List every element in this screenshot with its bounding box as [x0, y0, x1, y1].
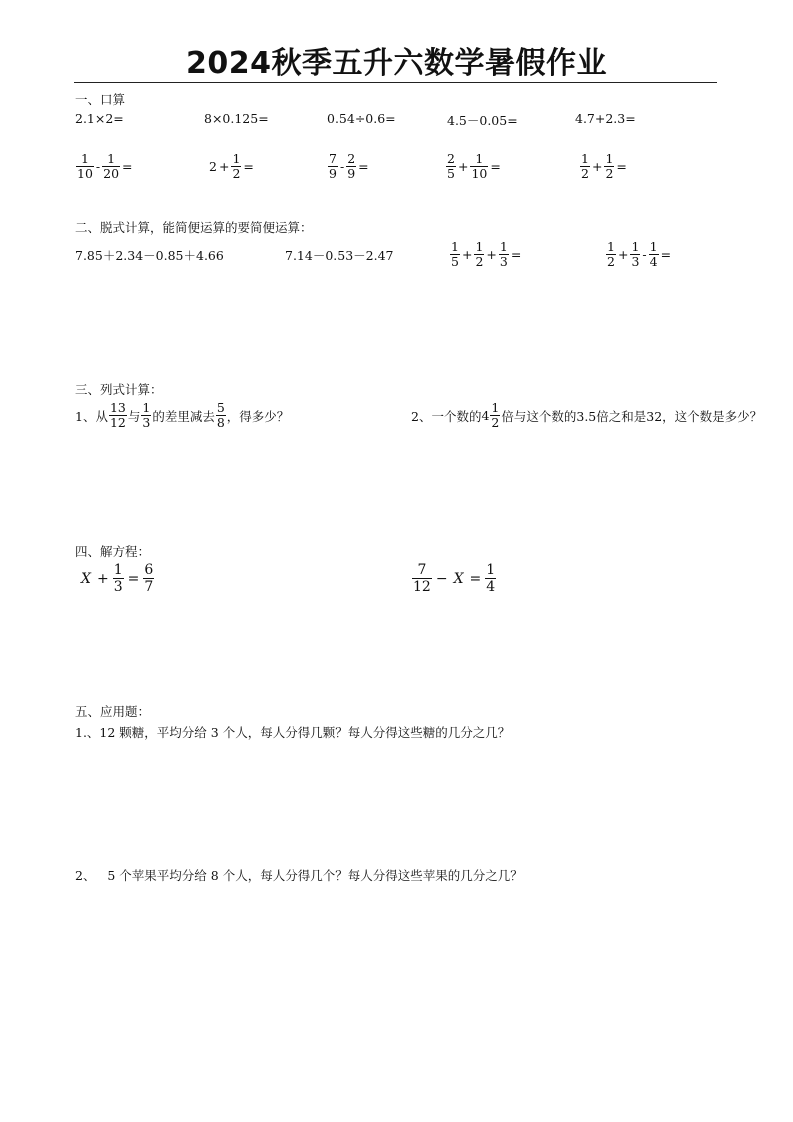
calc-item-1: 7.85＋2.34－0.85＋4.66 [75, 248, 224, 263]
fraction: $\frac{2}{5}$ [447, 151, 455, 182]
fraction: $\frac{6}{7}$ [144, 562, 154, 596]
fraction: $\frac{7}{9}$ [329, 151, 337, 182]
equation-2: $\frac{7}{12}$ − X = $\frac{1}{4}$ [413, 562, 496, 596]
fraction: $\frac{5}{8}$ [216, 400, 225, 431]
section-5-heading: 五、应用题： [75, 704, 151, 719]
calc-item-2: 7.14－0.53－2.47 [285, 248, 394, 263]
oral-item-1: 2.1×2= [75, 111, 124, 126]
fraction: $\frac{1}{3}$ [113, 562, 123, 596]
fraction: $\frac{1}{20}$ [103, 151, 120, 182]
oral-fraction-item-5: $\frac{1}{2}$ + $\frac{1}{2}$ = [581, 151, 627, 182]
oral-item-4: 4.5－0.05= [447, 113, 518, 128]
word-calc-question-2: 2、一个数的 4 $\frac{1}{2}$ 倍与这个数的3.5倍之和是32，这个数是多少？ [411, 400, 763, 431]
word-problem-1: 1.、12 颗糖，平均分给 3 个人，每人分得几颗？每人分得这些糖的几分之几？ [75, 725, 511, 740]
calc-item-3: $\frac{1}{5}$ + $\frac{1}{2}$ + $\frac{1}{3}$ = [451, 239, 522, 270]
fraction: $\frac{1}{2}$ [607, 239, 615, 270]
fraction: $\frac{1}{4}$ [486, 562, 496, 596]
fraction: $\frac{1}{2}$ [605, 151, 614, 182]
fraction: $\frac{2}{9}$ [347, 151, 356, 182]
fraction: $\frac{1}{2}$ [475, 239, 484, 270]
fraction: $\frac{1}{5}$ [451, 239, 459, 270]
word-calc-question-1: 1、从 $\frac{13}{12}$ 与 $\frac{1}{3}$ 的差里减去 $\frac{5}{8}$ ，得多少？ [75, 400, 290, 431]
oral-item-2: 8×0.125= [204, 111, 269, 126]
fraction: $\frac{7}{12}$ [413, 562, 431, 596]
title-rule [74, 82, 717, 83]
oral-fraction-item-4: $\frac{2}{5}$ + $\frac{1}{10}$ = [447, 151, 501, 182]
oral-fraction-item-1: $\frac{1}{10}$ - $\frac{1}{20}$ = [77, 151, 133, 182]
fraction: $\frac{1}{2}$ [581, 151, 589, 182]
fraction: $\frac{13}{12}$ [109, 400, 126, 431]
section-4-heading: 四、解方程： [75, 544, 151, 559]
fraction: $\frac{1}{2}$ [232, 151, 241, 182]
calc-item-4: $\frac{1}{2}$ + $\frac{1}{3}$ - $\frac{1}{4}$ = [607, 239, 672, 270]
oral-item-5: 4.7+2.3= [575, 111, 636, 126]
page-title: 2024秋季五升六数学暑假作业 [186, 46, 607, 81]
oral-fraction-item-2: 2 + $\frac{1}{2}$ = [209, 151, 254, 182]
fraction: $\frac{1}{10}$ [471, 151, 488, 182]
section-1-heading: 一、口算 [75, 92, 126, 107]
oral-fraction-item-3: $\frac{7}{9}$ - $\frac{2}{9}$ = [329, 151, 369, 182]
fraction: $\frac{1}{2}$ [491, 400, 500, 431]
section-2-heading: 二、脱式计算，能简便运算的要简便运算： [75, 220, 313, 235]
equation-1: X + $\frac{1}{3}$ = $\frac{6}{7}$ [81, 562, 154, 596]
word-problem-2: 2、 5 个苹果平均分给 8 个人，每人分得几个？每人分得这些苹果的几分之几？ [75, 868, 523, 883]
section-3-heading: 三、列式计算： [75, 382, 163, 397]
fraction: $\frac{1}{10}$ [77, 151, 93, 182]
fraction: $\frac{1}{4}$ [649, 239, 658, 270]
fraction: $\frac{1}{3}$ [142, 400, 151, 431]
oral-item-3: 0.54÷0.6= [327, 111, 396, 126]
fraction: $\frac{1}{3}$ [499, 239, 508, 270]
fraction: $\frac{1}{3}$ [631, 239, 640, 270]
